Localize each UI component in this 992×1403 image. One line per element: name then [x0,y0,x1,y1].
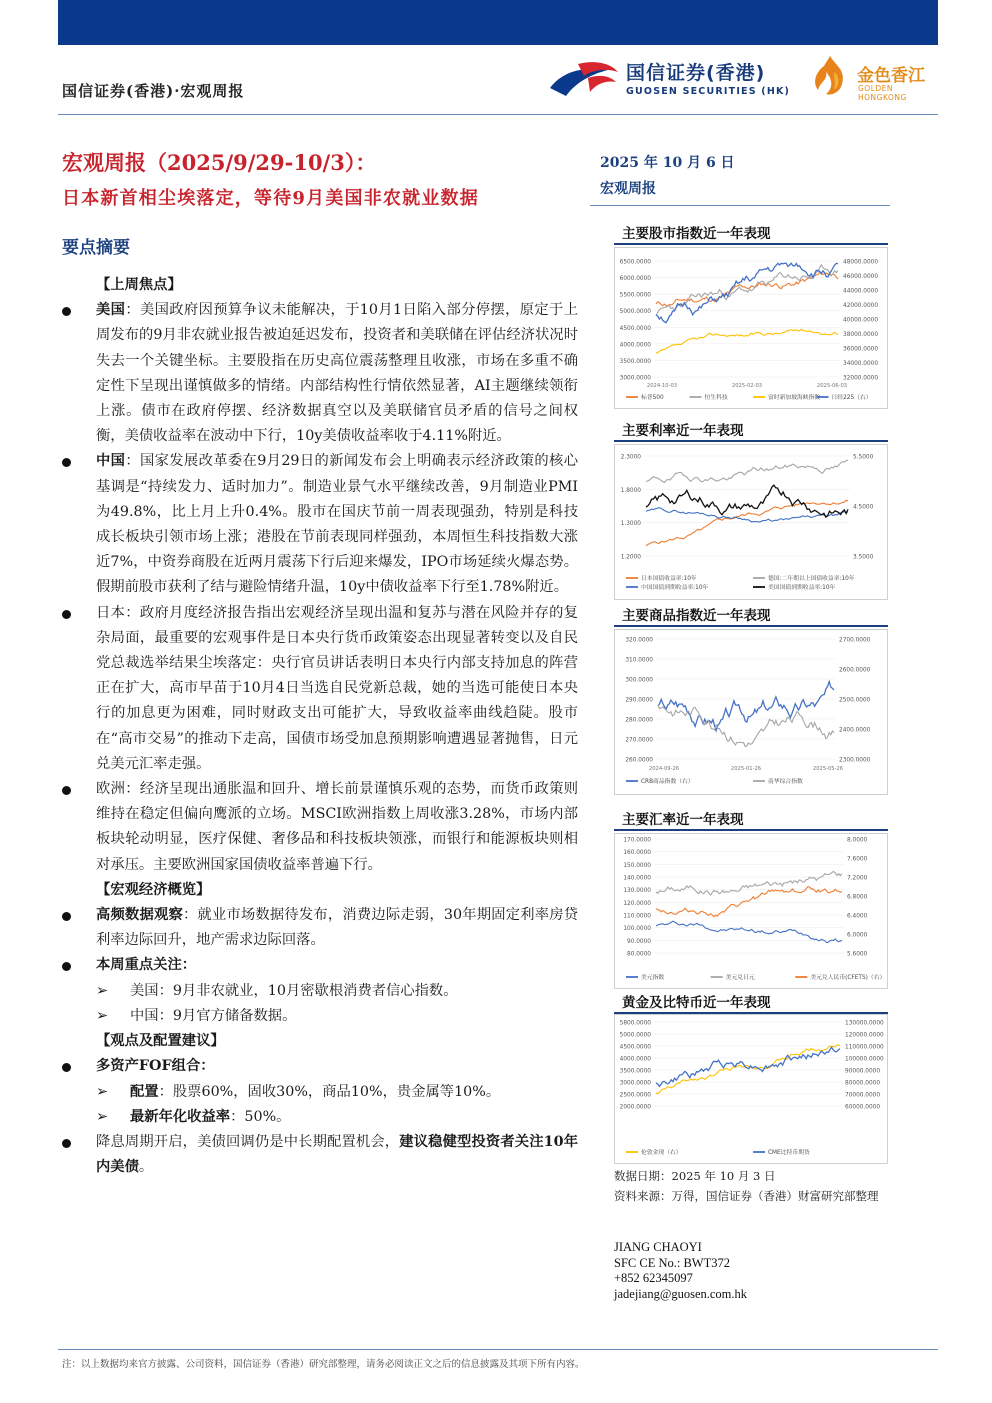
focus-heading: 【上周焦点】 [96,277,182,293]
y2-tick-label: 5.5000 [853,454,874,461]
y-tick-label: 290.0000 [625,697,653,704]
chart-title-fx: 主要汇率近一年表现 [622,812,744,828]
y2-tick-label: 80000.0000 [845,1080,881,1087]
legend-label: 德国:二年期以上国债收益率:10年 [768,576,855,582]
legend-label: CRB商品指数（右） [641,779,694,785]
arrow-bullet-icon: ➢ [96,1108,108,1125]
chart-title-rates: 主要利率近一年表现 [622,423,744,439]
y2-tick-label: 60000.0000 [845,1104,881,1111]
y-tick-label: 3500.0000 [619,358,651,365]
week-us-item [62,979,578,1004]
y-tick-label: 100.0000 [623,926,651,933]
legend-label: 富时新加坡海峡指数 [768,395,821,401]
y-tick-label: 260.0000 [625,757,653,764]
bullet-dot-icon [62,610,71,619]
stock-index-chart [614,247,888,409]
x-tick-label: 2025-02-03 [731,383,763,389]
y-tick-label: 5000.0000 [619,309,651,316]
week-bullet [62,953,578,978]
y-tick-label: 1.8000 [620,487,641,494]
hf-label: 高频数据观察 [96,907,183,924]
chart-title-commodities: 主要商品指数近一年表现 [622,608,771,624]
y2-tick-label: 130000.0000 [845,1020,884,1027]
x-tick-label: 2025-05-26 [812,766,844,772]
bullet-dot-icon [62,458,71,467]
y2-tick-label: 3.5000 [853,554,874,561]
legend-label: 美元指数 [641,975,665,981]
y2-tick-label: 120000.0000 [845,1032,884,1039]
alloc-label: 配置 [130,1083,159,1100]
chart-title-stocks: 主要股市指数近一年表现 [622,226,771,242]
y2-tick-label: 70000.0000 [845,1092,881,1099]
gold-bitcoin-chart [614,1014,888,1164]
advice-bullet [62,1130,578,1180]
y-tick-label: 120.0000 [623,900,651,907]
jp-text: 日本：政府月度经济报告指出宏观经济呈现出温和复苏与潜在风险并存的复杂局面，最重要的宏观事件是日本央行货币政策姿态出现显著转变以及自民党总裁选举结果尘埃落定：央行官员讲话表明日本央行内部支持加息的阵营正在扩大，高市早苗于10月4日当选自民党新总裁，她的当选可能使日本央行的加息更为困难，同时财政支出可能扩大，导致收益率曲线趋陡。股市在“高市交易”的推动下走高，国债市场受加息预期影响遭遇显著抛售，日元兑美元汇率走强。 [96,604,578,772]
y-tick-label: 2000.0000 [619,1104,651,1111]
x-tick-label: 2025-06-03 [816,383,848,389]
week-cn-item [62,1004,578,1029]
y2-tick-label: 8.0000 [847,837,868,844]
y-tick-label: 3000.0000 [619,1080,651,1087]
y-tick-label: 110.0000 [623,913,651,920]
golden-hongkong-logo [806,52,941,102]
legend-label: 美元兑日元 [725,975,755,981]
y-tick-label: 310.0000 [625,657,653,664]
y2-tick-label: 44000.0000 [843,288,879,295]
x-tick-label: 2024-09-26 [648,766,680,772]
y-tick-label: 3000.0000 [619,375,651,382]
y-tick-label: 3500.0000 [619,1068,651,1075]
golden-hongkong-en: GOLDEN HONGKONG [858,84,907,102]
x-tick-label: 2025-01-26 [730,766,762,772]
return-text: ：50%。 [230,1108,291,1125]
fof-bullet [62,1054,578,1079]
date-divider [590,205,890,206]
fof-label: 多资产FOF组合： [96,1058,215,1075]
top-brand-bar [58,0,938,45]
y2-tick-label: 40000.0000 [843,317,879,324]
y-tick-label: 5000.0000 [619,1032,651,1039]
legend-label: CME比特币期货 [768,1150,810,1156]
y-tick-label: 170.0000 [623,837,651,844]
guosen-logo-mark-icon [548,58,620,102]
footer-divider [58,1349,938,1350]
chart-title-rule [614,440,888,442]
y-tick-label: 5500.0000 [619,292,651,299]
y-tick-label: 270.0000 [625,737,653,744]
y2-tick-label: 2300.0000 [839,757,871,764]
y2-tick-label: 6.8000 [847,894,868,901]
y2-tick-label: 100000.0000 [845,1056,884,1063]
legend-label: 美元兑人民币(CFETS)（右） [810,975,886,981]
y-tick-label: 1.3000 [620,521,641,528]
y-tick-label: 300.0000 [625,677,653,684]
legend-label: 日经225（右） [831,395,872,401]
guosen-logo-cn: 国信证券(香港) [626,62,766,84]
y2-tick-label: 2500.0000 [839,697,871,704]
header-divider [58,114,938,115]
analyst-phone: +852 62345097 [614,1271,693,1285]
jp-bullet [62,601,578,777]
legend-label: 南华综合指数 [768,779,803,785]
guosen-logo-en: GUOSEN SECURITIES (HK) [626,86,791,97]
arrow-bullet-icon: ➢ [96,1083,108,1100]
bullet-dot-icon [62,307,71,316]
y-tick-label: 280.0000 [625,717,653,724]
data-sources [614,1166,889,1206]
eu-bullet [62,777,578,878]
legend-label: 伦敦金现（右） [641,1150,682,1156]
y-tick-label: 6500.0000 [619,259,651,266]
advice-bold: 建议稳健型投资者关注10年内美债 [96,1133,578,1176]
alloc-item [62,1080,578,1105]
legend-label: 中国国债到期收益率:10年 [641,585,709,591]
legend-label: 标普500 [641,395,664,401]
alloc-text: ：股票60%，固收30%，商品10%，贵金属等10%。 [158,1083,501,1100]
arrow-bullet-icon: ➢ [96,982,108,999]
y2-tick-label: 6.4000 [847,913,868,920]
y2-tick-label: 32000.0000 [843,375,879,382]
commodity-index-chart [614,629,888,795]
analyst-contact [614,1240,747,1302]
advice-end: 。 [138,1159,154,1176]
golden-flame-icon [806,52,854,100]
y-tick-label: 6000.0000 [619,276,651,283]
header-report-series: 国信证券(香港)·宏观周报 [62,82,245,100]
analyst-email[interactable]: jadejiang@guosen.com.hk [614,1286,748,1301]
chart-title-rule [614,829,888,831]
week-us-text: 美国：9月非农就业，10月密歇根消费者信心指数。 [130,982,458,999]
section-heading: 要点摘要 [62,238,130,258]
y-tick-label: 4000.0000 [619,1056,651,1063]
cn-text: ：国家发展改革委在9月29日的新闻发布会上明确表示经济政策的核心基调是“持续发力、适时加力”。制造业景气水平继续改善，9月制造业PMI为49.8%，比上月上升0.4%。股市在国庆节前一周表现强劲，特别是科技成长板块引领市场上涨；港股在节前表现同样强劲，本周恒生科技指数大涨近7%，中资券商股在近两月震荡下行后迎来爆发，IPO市场延续火爆态势。假期前股市获利了结与避险情绪升温，10y中债收益率下行至1.78%附近。 [96,453,578,596]
y2-tick-label: 5.6000 [847,951,868,958]
interest-rate-chart [614,444,888,600]
y-tick-label: 90.0000 [627,938,651,945]
summary-body [62,273,578,1180]
y2-tick-label: 7.2000 [847,875,868,882]
y2-tick-label: 7.6000 [847,856,868,863]
analyst-sfc: SFC CE No.: BWT372 [614,1255,730,1270]
y2-tick-label: 46000.0000 [843,274,879,280]
y2-tick-label: 36000.0000 [843,346,879,353]
y2-tick-label: 2600.0000 [839,667,871,674]
y-tick-label: 2.3000 [620,454,641,461]
data-source: 资料来源：万得，国信证券（香港）财富研究部整理 [614,1189,879,1203]
y-tick-label: 140.0000 [623,875,651,882]
chart-title-rule [614,243,888,245]
advice-text: 降息周期开启，美债回调仍是中长期配置机会， [96,1133,400,1150]
y2-tick-label: 34000.0000 [843,361,879,367]
fx-rate-chart [614,833,888,989]
y2-tick-label: 4.5000 [853,504,874,511]
us-label: 美国 [96,302,126,319]
y2-tick-label: 48000.0000 [843,259,879,266]
bullet-dot-icon [62,962,71,971]
bullet-dot-icon [62,1139,71,1148]
report-title: 宏观周报（2025/9/29-10/3）： [62,150,377,175]
y-tick-label: 80.0000 [627,951,651,958]
y-tick-label: 320.0000 [625,637,653,644]
y2-tick-label: 38000.0000 [843,332,879,338]
macro-heading: 【宏观经济概览】 [96,881,211,898]
y-tick-label: 5800.0000 [619,1020,651,1027]
y-tick-label: 1.2000 [620,554,641,561]
golden-hongkong-cn: 金色香江 [857,66,925,86]
legend-label: 恒生科技 [704,395,728,401]
view-heading: 【观点及配置建议】 [96,1033,225,1050]
y-tick-label: 150.0000 [623,862,651,869]
y-tick-label: 160.0000 [623,850,651,857]
us-bullet [62,298,578,449]
y2-tick-label: 6.0000 [847,932,868,939]
bullet-dot-icon [62,1063,71,1072]
y-tick-label: 130.0000 [623,888,651,895]
report-type: 宏观周报 [600,181,656,197]
cn-bullet [62,449,578,600]
y2-tick-label: 42000.0000 [843,303,879,309]
report-subtitle: 日本新首相尘埃落定，等待9月美国非农就业数据 [62,188,479,209]
y2-tick-label: 90000.0000 [845,1068,881,1075]
data-date: 数据日期：2025 年 10 月 3 日 [614,1169,776,1183]
bullet-dot-icon [62,912,71,921]
guosen-logo [548,56,796,104]
return-item [62,1105,578,1130]
week-cn-text: 中国：9月官方储备数据。 [130,1007,297,1024]
y-tick-label: 4500.0000 [619,1044,651,1051]
y2-tick-label: 2700.0000 [839,637,871,644]
arrow-bullet-icon: ➢ [96,1007,108,1024]
legend-label: 日本国债收益率:10年 [641,576,697,582]
return-label: 最新年化收益率 [130,1108,231,1125]
us-text: ：美国政府因预算争议未能解决，于10月1日陷入部分停摆，原定于上周发布的9月非农就业报告被迫延迟发布，投资者和美联储在评估经济状况时失去一个关键坐标。主要股指在历史高位震荡整理且收涨，市场在多重不确定性下呈现出谨慎做多的情绪。内部结构性行情依然显著，AI主题继续领衔上涨。债市在政府停摆、经济数据真空以及美联储官员矛盾的信号之间权衡，美债收益率在波动中下行，10y美债收益率收于4.11%附近。 [96,302,578,445]
chart-title-rule [614,625,888,627]
hf-text: ：就业市场数据待发布，消费边际走弱，30年期固定利率房贷利率边际回升，地产需求边际回落。 [96,907,578,949]
y2-tick-label: 2400.0000 [839,727,871,734]
legend-label: 美国国债到期收益率:10年 [768,585,836,591]
week-label: 本周重点关注： [96,957,197,974]
cn-label: 中国 [96,453,126,470]
bullet-dot-icon [62,786,71,795]
footer-note: 注：以上数据均来官方披露、公司资料，国信证券（香港）研究部整理，请务必阅读正文之后的信息披露及其项下所有内容。 [62,1359,585,1370]
eu-text: 欧洲：经济呈现出通胀温和回升、增长前景谨慎乐观的态势，而货币政策则维持在稳定但偏向鹰派的立场。MSCI欧洲指数上周收涨3.28%，市场内部板块轮动明显，医疗保健、奢侈品和科技板块领涨，而银行和能源板块则相对承压。主要欧洲国家国债收益率普遍下行。 [96,781,578,873]
y-tick-label: 4500.0000 [619,325,651,332]
chart-title-gold-btc: 黄金及比特币近一年表现 [622,995,771,1011]
y-tick-label: 4000.0000 [619,342,651,349]
x-tick-label: 2024-10-03 [646,383,678,389]
y2-tick-label: 110000.0000 [845,1044,884,1051]
analyst-name: JIANG CHAOYI [614,1240,702,1254]
report-date: 2025 年 10 月 6 日 [600,155,735,171]
y-tick-label: 2500.0000 [619,1092,651,1099]
hf-bullet [62,903,578,953]
